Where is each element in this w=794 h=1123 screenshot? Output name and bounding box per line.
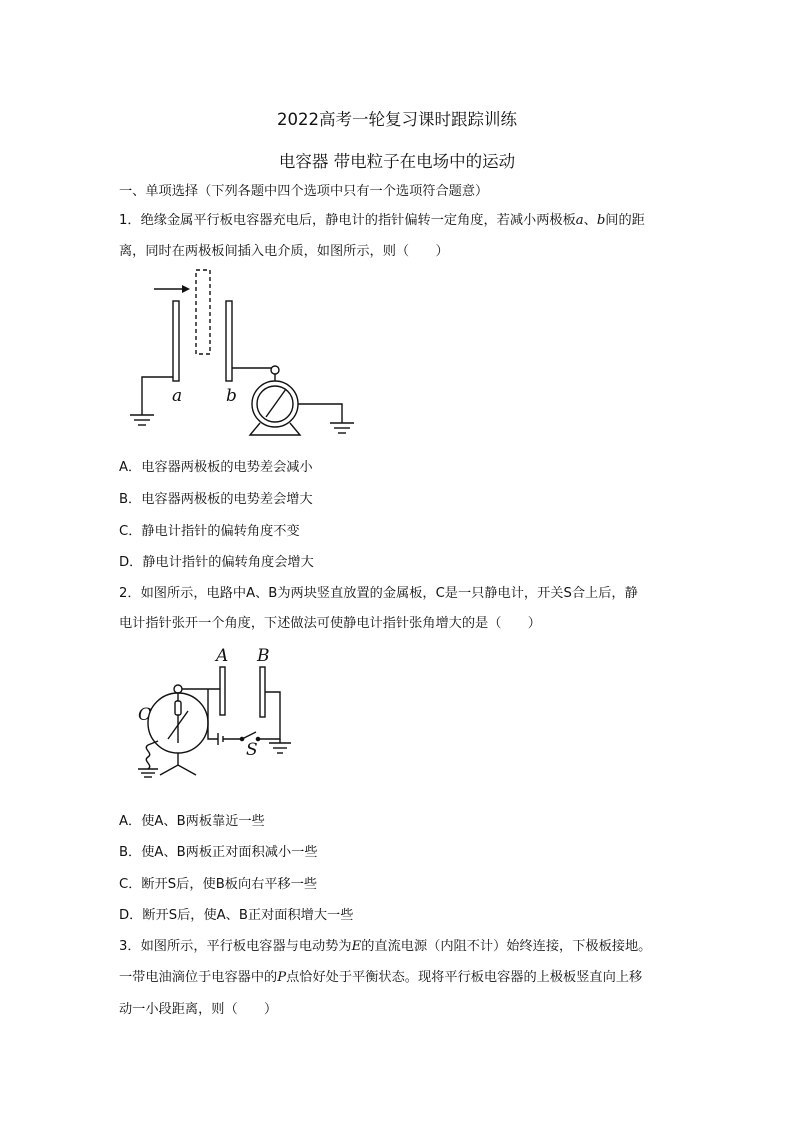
q1-option-d: D．静电计指针的偏转角度会增大 <box>119 555 314 570</box>
q3-stem-line3: 动一小段距离，则（ ） <box>119 1002 278 1017</box>
q2-option-c: C．断开S后，使B板向右平移一些 <box>119 877 318 892</box>
q3-stem-line2: 一带电油滴位于电容器中的P点恰好处于平衡状态。现将平行板电容器的上极板竖直向上移 <box>119 970 643 985</box>
plate-A-label: A <box>216 646 229 666</box>
q2-option-d: D．断开S后，使A、B正对面积增大一些 <box>119 908 354 923</box>
q2-circuit-figure <box>130 645 300 785</box>
section-heading: 一、单项选择（下列各题中四个选项中只有一个选项符合题意） <box>119 184 489 199</box>
q1-option-b: B．电容器两极板的电势差会增大 <box>119 492 313 507</box>
q2-stem-line1: 2．如图所示，电路中A、B为两块竖直放置的金属板，C是一只静电计，开关S合上后，静 <box>119 586 638 601</box>
plate-b-label: b <box>226 386 237 406</box>
plate-a-label: a <box>172 386 183 406</box>
plate-B-label: B <box>257 646 270 666</box>
q1-stem-line1: 1．绝缘金属平行板电容器充电后，静电计的指针偏转一定角度，若减小两极板a、b间的距 <box>119 213 645 228</box>
q1-option-c: C．静电计指针的偏转角度不变 <box>119 524 300 539</box>
q2-option-b: B．使A、B两板正对面积减小一些 <box>119 845 318 860</box>
q1-stem-line2: 离，同时在两极板间插入电介质，如图所示，则（ ） <box>119 244 449 259</box>
page-title: 2022高考一轮复习课时跟踪训练 <box>277 110 517 129</box>
switch-S-label: S <box>246 740 258 760</box>
electroscope-C-label: C <box>138 705 152 725</box>
q3-stem-line1: 3．如图所示，平行板电容器与电动势为E的直流电源（内阻不计）始终连接，下极板接地。 <box>119 939 652 954</box>
q1-option-a: A．电容器两极板的电势差会减小 <box>119 460 313 475</box>
q2-stem-line2: 电计指针张开一个角度，下述做法可使静电计指针张角增大的是（ ） <box>119 616 541 631</box>
page-subtitle: 电容器 带电粒子在电场中的运动 <box>278 152 516 171</box>
q1-capacitor-figure <box>120 265 360 440</box>
q2-option-a: A．使A、B两板靠近一些 <box>119 814 265 829</box>
